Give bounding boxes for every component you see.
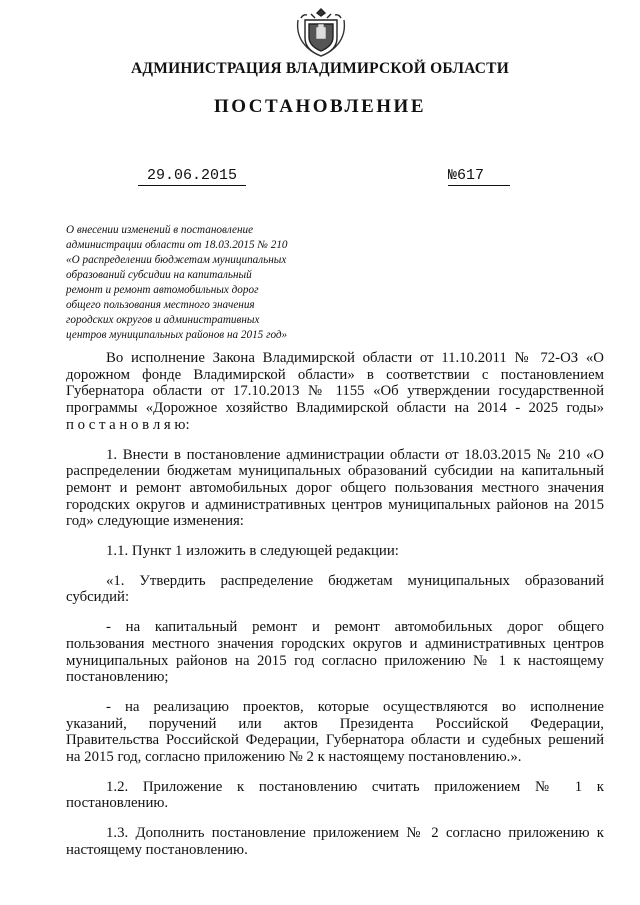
document-date: 29.06.2015 [138, 167, 246, 186]
body-line: 1. Внести в постановление администрации области от 18.03.2015 № 210 «О [106, 446, 604, 463]
subject-line: «О распределении бюджетам муниципальных [66, 254, 287, 266]
item-1-1-paragraph [66, 543, 604, 560]
body-line: на 2015 год, согласно приложению № 2 к настоящему постановлению.». [66, 749, 522, 766]
item-1-3-paragraph [66, 825, 604, 858]
document-number: №617 [448, 167, 510, 186]
item-1-2-paragraph [66, 779, 604, 812]
subject-line: центров муниципальных районов на 2015 год» [66, 329, 288, 341]
body-line: распределении бюджетам муниципальных образований субсидии на капитальный [66, 463, 604, 480]
body-line: Губернатора области от 17.10.2013 № 1155 «Об утверждении государственной [66, 383, 604, 400]
body-line: 1.2. Приложение к постановлению считать приложением № 1 к [106, 778, 604, 795]
bullet-projects-paragraph [66, 699, 604, 766]
coat-of-arms-emblem [295, 6, 347, 60]
subject-line: ремонт и ремонт автомобильных дорог [66, 284, 259, 296]
body-line: постановлению. [66, 795, 169, 812]
document-type-title: ПОСТАНОВЛЕНИЕ [213, 96, 427, 117]
organization-name: АДМИНИСТРАЦИЯ ВЛАДИМИРСКОЙ ОБЛАСТИ [131, 60, 509, 77]
preamble-paragraph [66, 350, 604, 434]
body-line: 1.1. Пункт 1 изложить в следующей редакции: [106, 543, 399, 560]
body-line: п о с т а н о в л я ю: [66, 416, 190, 433]
body-line: 1.3. Дополнить постановление приложением № 2 согласно приложению к [106, 825, 604, 842]
body-line: ремонт и ремонт автомобильных дорог общего пользования местного значения [66, 479, 604, 496]
body-line: Правительства Российской Федерации, Губернатора области и судебных решений [66, 732, 604, 749]
subject-block [66, 223, 356, 343]
body-line: субсидий: [66, 589, 130, 606]
subject-line: образований субсидии на капитальный [66, 269, 252, 281]
body-line: городских округов и административных центров муниципальных районов на 2015 [66, 496, 604, 513]
quoted-item-paragraph [66, 573, 604, 606]
subject-line: городских округов и административных [66, 314, 260, 326]
subject-line: администрации области от 18.03.2015 № 210 [66, 239, 288, 251]
body-line: - на капитальный ремонт и ремонт автомобильных дорог общего [106, 619, 604, 636]
body-line: дорожном фонде Владимирской области» в соответствии с постановлением [66, 366, 604, 383]
subject-line: О внесении изменений в постановление [66, 224, 254, 236]
body-line: указаний, поручений или актов Президента Российской Федерации, [66, 715, 604, 732]
body-line: год» следующие изменения: [66, 513, 244, 530]
body-line: Во исполнение Закона Владимирской области от 11.10.2011 № 72-ОЗ «О [106, 350, 604, 366]
subject-line: общего пользования местного значения [66, 299, 255, 311]
body-line: пользования местного значения городских округов и административных центров [66, 635, 604, 652]
document-body [66, 350, 604, 859]
body-line: программы «Дорожное хозяйство Владимирской области на 2014 - 2025 годы» [66, 400, 604, 417]
body-line: «1. Утвердить распределение бюджетам муниципальных образований [106, 572, 604, 589]
body-line: настоящему постановлению. [66, 841, 248, 858]
body-line: постановлению; [66, 669, 169, 686]
item-1-paragraph [66, 447, 604, 531]
body-line: муниципальных районов на 2015 год согласно приложению № 1 к настоящему [66, 652, 604, 669]
body-line: - на реализацию проектов, которые осуществляются во исполнение [106, 698, 604, 715]
bullet-repair-paragraph [66, 619, 604, 686]
